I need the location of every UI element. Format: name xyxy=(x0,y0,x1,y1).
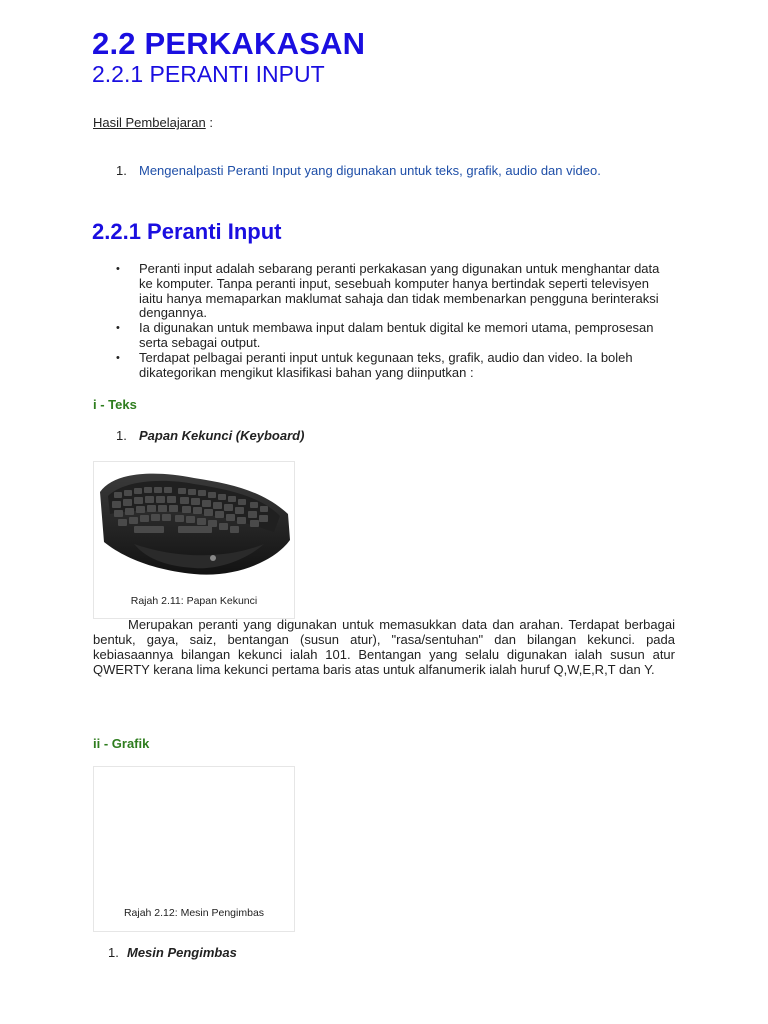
learning-outcome-colon: : xyxy=(205,115,213,130)
objective-number: 1. xyxy=(116,163,127,178)
category-grafik: ii - Grafik xyxy=(93,736,150,751)
figure1-caption: Rajah 2.11: Papan Kekunci xyxy=(130,595,258,607)
keyboard-figure xyxy=(93,461,295,619)
learning-outcome-label xyxy=(93,115,213,130)
keyboard-image xyxy=(94,462,294,582)
keyboard-description: Merupakan peranti yang digunakan untuk memasukkan data dan arahan. Terdapat berbagai bentuk, gaya, saiz, bentangan (susun atur), "rasa/sentuhan" dan bilangan kekunci. pada kebiasaannya bilangan kekunci ialah 101. Bentangan yang selalu digunakan ialah susun atur QWERTY kerana lima kekunci pertama baris atas untuk alfanumerik ialah huruf Q,W,E,R,T dan Y. xyxy=(93,617,675,677)
bullet-item: • Peranti input adalah sebarang peranti perkakasan yang digunakan untuk menghantar data ke komputer. Tanpa peranti input, sesebuah komputer hanya bertindak seperti televisyen iaitu hanya memaparkan maklumat sahaja dan tidak membenarkan pengguna berinteraksi dengannya. xyxy=(116,262,676,321)
page-heading: 2.2 PERKAKASAN xyxy=(92,26,366,61)
category-teks: i - Teks xyxy=(93,397,137,412)
learning-outcome-text: Hasil Pembelajaran xyxy=(93,115,206,130)
bullet-item: • Ia digunakan untuk membawa input dalam bentuk digital ke memori utama, pemprosesan serta sebagai output. xyxy=(116,321,676,351)
objective-text: Mengenalpasti Peranti Input yang digunakan untuk teks, grafik, audio dan video. xyxy=(139,163,601,178)
objective-item xyxy=(116,163,601,178)
keyboard-item-number: 1. xyxy=(116,428,127,443)
page-subheading: 2.2.1 PERANTI INPUT xyxy=(92,61,325,87)
scanner-item xyxy=(108,945,237,960)
figure2-caption: Rajah 2.12: Mesin Pengimbas xyxy=(123,907,265,919)
keyboard-item xyxy=(116,428,304,443)
scanner-item-number: 1. xyxy=(108,945,119,960)
scanner-figure xyxy=(93,766,295,932)
bullet-item: • Terdapat pelbagai peranti input untuk kegunaan teks, grafik, audio dan video. Ia boleh dikategorikan mengikut klasifikasi bahan yang diinputkan : xyxy=(116,351,676,381)
section-title: 2.2.1 Peranti Input xyxy=(92,219,282,244)
keyboard-item-title: Papan Kekunci (Keyboard) xyxy=(139,428,305,443)
bullet-list xyxy=(116,262,676,380)
scanner-item-title: Mesin Pengimbas xyxy=(127,945,237,960)
